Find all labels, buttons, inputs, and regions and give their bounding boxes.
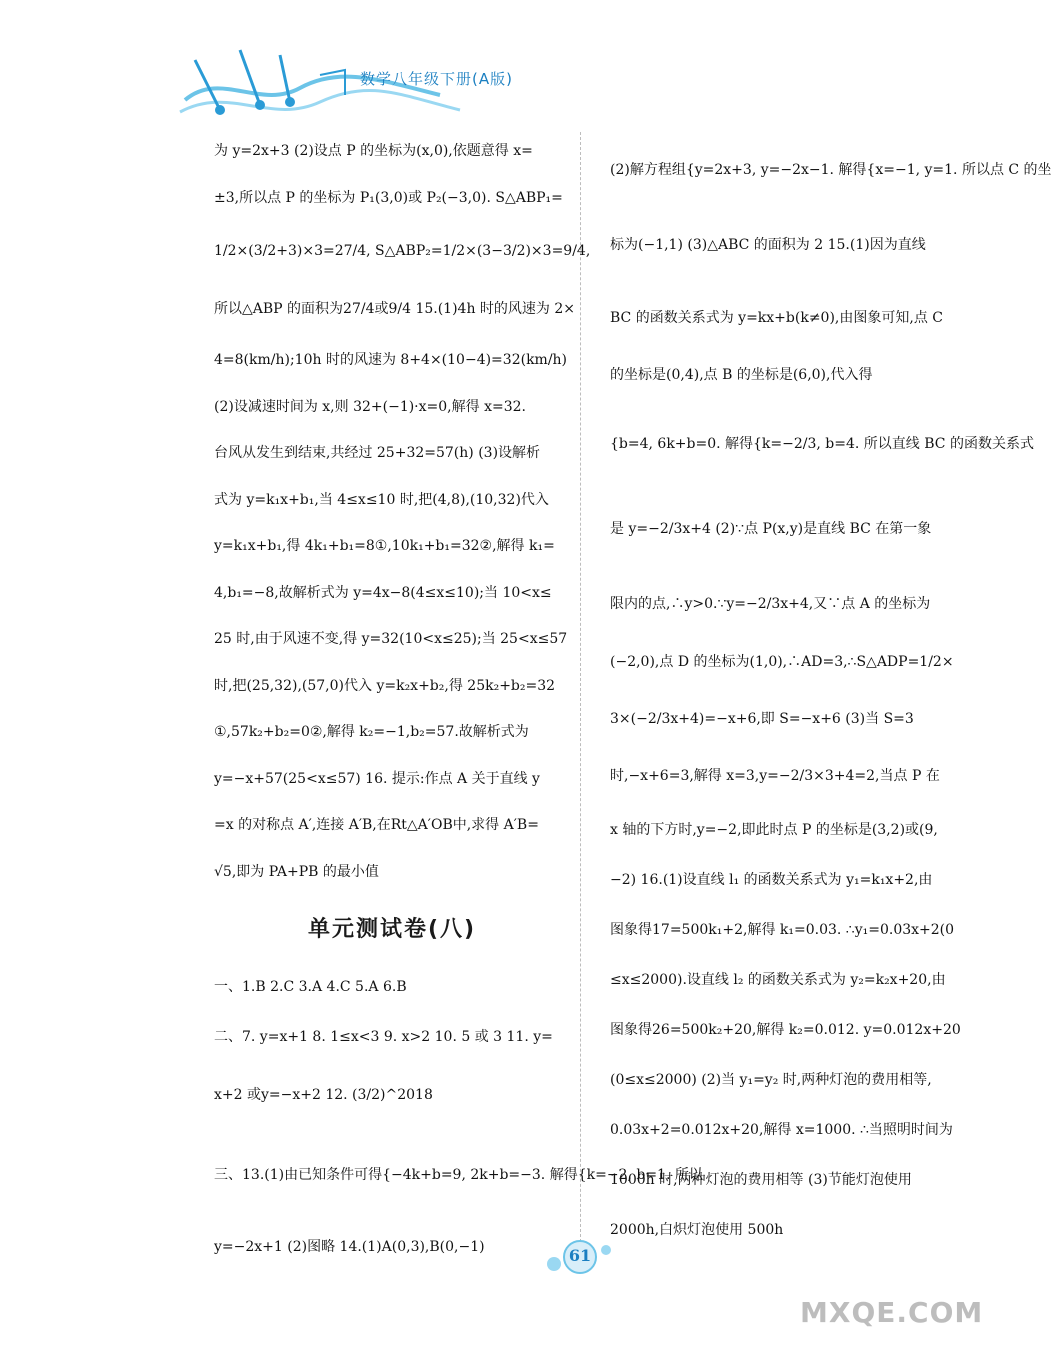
text-line: (2)解方程组{y=2x+3, y=−2x−1. 解得{x=−1, y=1. 所以点 C 的坐	[610, 162, 1052, 178]
text-line: 图象得17=500k₁+2,解得 k₁=0.03. ∴y₁=0.03x+2(0	[610, 922, 955, 938]
text-line: 4,b₁=−8,故解析式为 y=4x−8(4≤x≤10);当 10<x≤	[214, 584, 552, 601]
text-line: 25 时,由于风速不变,得 y=32(10<x≤25);当 25<x≤57	[214, 631, 568, 647]
text-line: ±3,所以点 P 的坐标为 P₁(3,0)或 P₂(−3,0). S△ABP₁=	[214, 189, 563, 206]
text-line: 所以△ABP 的面积为27/4或9/4 15.(1)4h 时的风速为 2×	[214, 301, 576, 317]
text-line: 时,−x+6=3,解得 x=3,y=−2/3×3+4=2,当点 P 在	[610, 768, 940, 784]
text-line: y=k₁x+b₁,得 4k₁+b₁=8①,10k₁+b₁=32②,解得 k₁=	[214, 538, 555, 554]
text-line: (0≤x≤2000) (2)当 y₁=y₂ 时,两种灯泡的费用相等,	[610, 1072, 932, 1088]
book-title: 数学八年级下册(A版)	[360, 70, 513, 88]
text-line: 的坐标是(0,4),点 B 的坐标是(6,0),代入得	[610, 367, 873, 383]
left-column	[214, 128, 591, 895]
page-number: 61	[568, 1246, 592, 1265]
text-line: x 轴的下方时,y=−2,即此时点 P 的坐标是(3,2)或(9,	[610, 822, 938, 838]
column-divider	[580, 132, 581, 1262]
text-line: BC 的函数关系式为 y=kx+b(k≠0),由图象可知,点 C	[610, 310, 943, 326]
text-line: (−2,0),点 D 的坐标为(1,0),∴AD=3,∴S△ADP=1/2×	[610, 654, 954, 670]
text-line: 一、1.B 2.C 3.A 4.C 5.A 6.B	[214, 979, 407, 995]
text-line: 0.03x+2=0.012x+20,解得 x=1000. ∴当照明时间为	[610, 1122, 953, 1138]
text-line: 是 y=−2/3x+4 (2)∵点 P(x,y)是直线 BC 在第一象	[610, 521, 932, 537]
text-line: 4=8(km/h);10h 时的风速为 8+4×(10−4)=32(km/h)	[214, 352, 568, 368]
text-line: 1000h 时,两种灯泡的费用相等 (3)节能灯泡使用	[610, 1172, 912, 1188]
text-line: 二、7. y=x+1 8. 1≤x<3 9. x>2 10. 5 或 3 11. y=	[214, 1029, 553, 1045]
text-line: 为 y=2x+3 (2)设点 P 的坐标为(x,0),依题意得 x=	[214, 143, 533, 159]
text-line: 3×(−2/3x+4)=−x+6,即 S=−x+6 (3)当 S=3	[610, 711, 914, 727]
text-line: 式为 y=k₁x+b₁,当 4≤x≤10 时,把(4,8),(10,32)代入	[214, 491, 549, 508]
text-line: 三、13.(1)由已知条件可得{−4k+b=9, 2k+b=−3. 解得{k=−2, b=1. 所以	[214, 1167, 703, 1183]
text-line: (2)设减速时间为 x,则 32+(−1)·x=0,解得 x=32.	[214, 398, 526, 415]
text-line: 标为(−1,1) (3)△ABC 的面积为 2 15.(1)因为直线	[610, 237, 926, 253]
text-line: {b=4, 6k+b=0. 解得{k=−2/3, b=4. 所以直线 BC 的函数关系式	[610, 436, 1034, 452]
text-line: 图象得26=500k₂+20,解得 k₂=0.012. y=0.012x+20	[610, 1022, 961, 1038]
text-line: √5,即为 PA+PB 的最小值	[214, 863, 379, 880]
text-line: 限内的点,∴y>0.∵y=−2/3x+4,又∵点 A 的坐标为	[610, 596, 931, 612]
text-line: =x 的对称点 A′,连接 A′B,在Rt△A′OB中,求得 A′B=	[214, 817, 539, 833]
text-line: y=−2x+1 (2)图略 14.(1)A(0,3),B(0,−1)	[214, 1239, 485, 1255]
text-line: 台风从发生到结束,共经过 25+32=57(h) (3)设解析	[214, 445, 541, 461]
text-line: x+2 或y=−x+2 12. (3/2)^2018	[214, 1087, 433, 1103]
text-line: y=−x+57(25<x≤57) 16. 提示:作点 A 关于直线 y	[214, 770, 540, 787]
text-line: ≤x≤2000).设直线 l₂ 的函数关系式为 y₂=k₂x+20,由	[610, 972, 946, 988]
section-title: 单元测试卷(八)	[307, 917, 477, 942]
text-line: 2000h,白炽灯泡使用 500h	[610, 1222, 784, 1238]
text-line: 时,把(25,32),(57,0)代入 y=k₂x+b₂,得 25k₂+b₂=32	[214, 677, 556, 694]
watermark: MXQE.COM	[800, 1296, 984, 1329]
text-line: ①,57k₂+b₂=0②,解得 k₂=−1,b₂=57.故解析式为	[214, 724, 529, 740]
text-line: −2) 16.(1)设直线 l₁ 的函数关系式为 y₁=k₁x+2,由	[610, 872, 933, 888]
text-line: 1/2×(3/2+3)×3=27/4, S△ABP₂=1/2×(3−3/2)×3=9/4,	[214, 243, 591, 259]
right-column	[610, 140, 1052, 1255]
